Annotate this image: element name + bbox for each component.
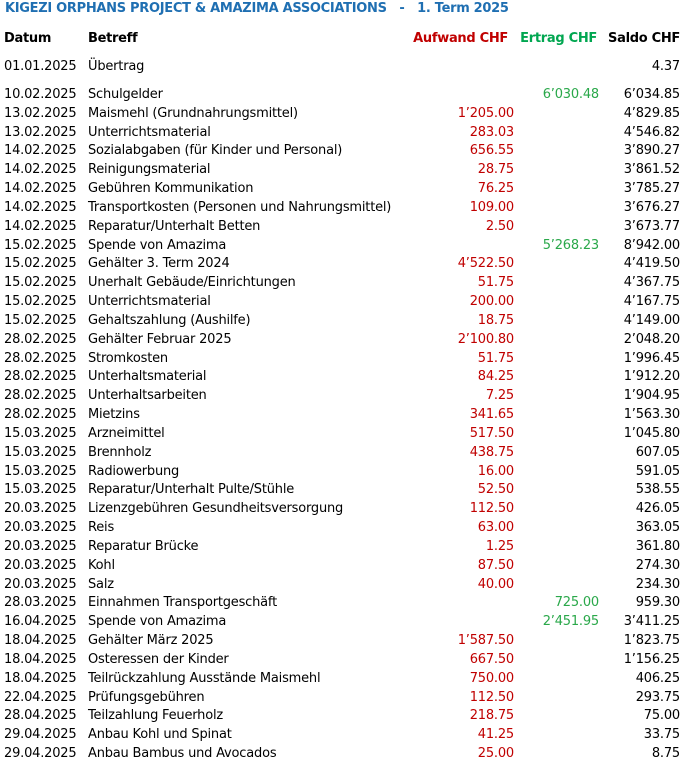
aufwand-cell: 1’205.00 xyxy=(457,105,514,121)
aufwand-cell: 1’587.50 xyxy=(457,633,514,649)
date-cell: 28.02.2025 xyxy=(4,407,77,423)
description-cell: Arzneimittel xyxy=(88,425,165,441)
table-row xyxy=(0,593,685,612)
saldo-cell: 8.75 xyxy=(651,746,680,762)
date-cell: 15.03.2025 xyxy=(4,425,77,441)
date-cell: 28.04.2025 xyxy=(4,708,77,724)
date-cell: 28.02.2025 xyxy=(4,388,77,404)
table-row xyxy=(0,104,685,123)
aufwand-cell: 438.75 xyxy=(469,444,514,460)
date-cell: 14.02.2025 xyxy=(4,162,77,178)
aufwand-cell: 2.50 xyxy=(485,218,514,234)
description-cell: Maismehl (Grundnahrungsmittel) xyxy=(88,105,298,121)
aufwand-cell: 28.75 xyxy=(477,162,514,178)
aufwand-cell: 52.50 xyxy=(477,482,514,498)
table-row xyxy=(0,292,685,311)
description-cell: Gehälter Februar 2025 xyxy=(88,331,232,347)
table-row xyxy=(0,537,685,556)
header-betreff: Betreff xyxy=(88,31,138,46)
table-row xyxy=(0,424,685,443)
table-row xyxy=(0,236,685,255)
date-cell: 14.02.2025 xyxy=(4,143,77,159)
saldo-cell: 75.00 xyxy=(643,708,680,724)
saldo-cell: 607.05 xyxy=(635,444,680,460)
header-saldo: Saldo CHF xyxy=(608,31,680,46)
aufwand-cell: 112.50 xyxy=(469,689,514,705)
saldo-cell: 4’419.50 xyxy=(623,256,680,272)
date-cell: 28.02.2025 xyxy=(4,350,77,366)
aufwand-cell: 41.25 xyxy=(477,727,514,743)
saldo-cell: 426.05 xyxy=(635,501,680,517)
date-cell: 14.02.2025 xyxy=(4,199,77,215)
table-row xyxy=(0,688,685,707)
date-cell: 15.02.2025 xyxy=(4,275,77,291)
date-cell: 14.02.2025 xyxy=(4,218,77,234)
date-cell: 20.03.2025 xyxy=(4,520,77,536)
aufwand-cell: 25.00 xyxy=(477,746,514,762)
saldo-cell: 591.05 xyxy=(635,463,680,479)
description-cell: Reis xyxy=(88,520,115,536)
aufwand-cell: 16.00 xyxy=(477,463,514,479)
table-row xyxy=(0,367,685,386)
saldo-cell: 274.30 xyxy=(635,557,680,573)
date-cell: 28.03.2025 xyxy=(4,595,77,611)
table-row xyxy=(0,480,685,499)
aufwand-cell: 1.25 xyxy=(485,538,514,554)
date-cell: 20.03.2025 xyxy=(4,557,77,573)
table-row xyxy=(0,349,685,368)
description-cell: Spende von Amazima xyxy=(88,614,227,630)
aufwand-cell: 63.00 xyxy=(477,520,514,536)
description-cell: Unterhaltsmaterial xyxy=(88,369,207,385)
date-cell: 15.03.2025 xyxy=(4,482,77,498)
saldo-cell: 4.37 xyxy=(651,59,680,74)
aufwand-cell: 87.50 xyxy=(477,557,514,573)
saldo-cell: 1’823.75 xyxy=(623,633,680,649)
description-cell: Stromkosten xyxy=(88,350,168,366)
table-row xyxy=(0,499,685,518)
table-row xyxy=(0,85,685,104)
table-row xyxy=(0,612,685,631)
header-datum: Datum xyxy=(4,31,52,46)
description-cell: Reparatur/Unterhalt Pulte/Stühle xyxy=(88,482,295,498)
description-cell: Salz xyxy=(88,576,114,592)
table-row xyxy=(0,631,685,650)
date-cell: 18.04.2025 xyxy=(4,633,77,649)
aufwand-cell: 7.25 xyxy=(485,388,514,404)
table-row xyxy=(0,330,685,349)
table-row xyxy=(0,575,685,594)
aufwand-cell: 200.00 xyxy=(469,294,514,310)
saldo-cell: 4’546.82 xyxy=(623,124,680,140)
saldo-cell: 959.30 xyxy=(635,595,680,611)
description-cell: Gehaltszahlung (Aushilfe) xyxy=(88,312,251,328)
date-cell: 15.02.2025 xyxy=(4,256,77,272)
aufwand-cell: 218.75 xyxy=(469,708,514,724)
date-cell: 18.04.2025 xyxy=(4,651,77,667)
table-row xyxy=(0,386,685,405)
date-cell: 20.03.2025 xyxy=(4,501,77,517)
saldo-cell: 1’156.25 xyxy=(623,651,680,667)
saldo-cell: 1’904.95 xyxy=(623,388,680,404)
table-row xyxy=(0,462,685,481)
description-cell: Gehälter 3. Term 2024 xyxy=(88,256,230,272)
table-row xyxy=(0,669,685,688)
aufwand-cell: 112.50 xyxy=(469,501,514,517)
aufwand-cell: 51.75 xyxy=(477,350,514,366)
date-cell: 29.04.2025 xyxy=(4,727,77,743)
description-cell: Prüfungsgebühren xyxy=(88,689,205,705)
aufwand-cell: 76.25 xyxy=(477,181,514,197)
saldo-cell: 8’942.00 xyxy=(623,237,680,253)
table-row xyxy=(0,518,685,537)
table-row xyxy=(0,160,685,179)
saldo-cell: 4’149.00 xyxy=(623,312,680,328)
saldo-cell: 33.75 xyxy=(643,727,680,743)
date-cell: 15.02.2025 xyxy=(4,294,77,310)
description-cell: Anbau Kohl und Spinat xyxy=(88,727,232,743)
saldo-cell: 3’673.77 xyxy=(623,218,680,234)
aufwand-cell: 517.50 xyxy=(469,425,514,441)
description-cell: Spende von Amazima xyxy=(88,237,227,253)
date-cell: 29.04.2025 xyxy=(4,746,77,762)
description-cell: Einnahmen Transportgeschäft xyxy=(88,595,277,611)
date-cell: 14.02.2025 xyxy=(4,181,77,197)
saldo-cell: 3’411.25 xyxy=(623,614,680,630)
saldo-cell: 406.25 xyxy=(635,670,680,686)
date-cell: 20.03.2025 xyxy=(4,576,77,592)
saldo-cell: 2’048.20 xyxy=(623,331,680,347)
table-row xyxy=(0,556,685,575)
description-cell: Reparatur Brücke xyxy=(88,538,199,554)
header-ertrag: Ertrag CHF xyxy=(520,31,597,46)
table-row xyxy=(0,57,685,76)
table-row xyxy=(0,141,685,160)
aufwand-cell: 51.75 xyxy=(477,275,514,291)
description-cell: Gebühren Kommunikation xyxy=(88,181,254,197)
aufwand-cell: 2’100.80 xyxy=(457,331,514,347)
aufwand-cell: 40.00 xyxy=(477,576,514,592)
description-cell: Radiowerbung xyxy=(88,463,180,479)
header-aufwand: Aufwand CHF xyxy=(413,31,508,46)
saldo-cell: 361.80 xyxy=(635,538,680,554)
table-row xyxy=(0,179,685,198)
table-row xyxy=(0,311,685,330)
table-row xyxy=(0,725,685,744)
aufwand-cell: 84.25 xyxy=(477,369,514,385)
date-cell: 10.02.2025 xyxy=(4,87,77,102)
description-cell: Teilrückzahlung Ausstände Maismehl xyxy=(88,670,321,686)
date-cell: 15.03.2025 xyxy=(4,463,77,479)
description-cell: Kohl xyxy=(88,557,115,573)
date-cell: 13.02.2025 xyxy=(4,124,77,140)
date-cell: 22.04.2025 xyxy=(4,689,77,705)
description-cell: Unerhalt Gebäude/Einrichtungen xyxy=(88,275,296,291)
description-cell: Übertrag xyxy=(88,59,145,74)
description-cell: Gehälter März 2025 xyxy=(88,633,214,649)
saldo-cell: 293.75 xyxy=(635,689,680,705)
aufwand-cell: 109.00 xyxy=(469,199,514,215)
saldo-cell: 3’785.27 xyxy=(623,181,680,197)
aufwand-cell: 4’522.50 xyxy=(457,256,514,272)
aufwand-cell: 750.00 xyxy=(469,670,514,686)
date-cell: 13.02.2025 xyxy=(4,105,77,121)
table-row xyxy=(0,443,685,462)
document-title: KIGEZI ORPHANS PROJECT & AMAZIMA ASSOCIATIONS - 1. Term 2025 xyxy=(5,1,509,16)
aufwand-cell: 283.03 xyxy=(469,124,514,140)
ertrag-cell: 5’268.23 xyxy=(542,237,599,253)
table-row xyxy=(0,744,685,763)
description-cell: Reparatur/Unterhalt Betten xyxy=(88,218,261,234)
date-cell: 18.04.2025 xyxy=(4,670,77,686)
saldo-cell: 4’167.75 xyxy=(623,294,680,310)
aufwand-cell: 656.55 xyxy=(469,143,514,159)
description-cell: Brennholz xyxy=(88,444,152,460)
ertrag-cell: 725.00 xyxy=(554,595,599,611)
description-cell: Reinigungsmaterial xyxy=(88,162,211,178)
description-cell: Transportkosten (Personen und Nahrungsmittel) xyxy=(88,199,392,215)
table-row xyxy=(0,650,685,669)
description-cell: Osteressen der Kinder xyxy=(88,651,229,667)
description-cell: Lizenzgebühren Gesundheitsversorgung xyxy=(88,501,344,517)
table-row xyxy=(0,123,685,142)
ertrag-cell: 6’030.48 xyxy=(542,87,599,102)
description-cell: Teilzahlung Feuerholz xyxy=(88,708,224,724)
saldo-cell: 4’829.85 xyxy=(623,105,680,121)
aufwand-cell: 18.75 xyxy=(477,312,514,328)
saldo-cell: 234.30 xyxy=(635,576,680,592)
date-cell: 28.02.2025 xyxy=(4,331,77,347)
date-cell: 15.02.2025 xyxy=(4,237,77,253)
description-cell: Mietzins xyxy=(88,407,140,423)
saldo-cell: 3’861.52 xyxy=(623,162,680,178)
table-row xyxy=(0,706,685,725)
saldo-cell: 6’034.85 xyxy=(623,87,680,102)
description-cell: Sozialabgaben (für Kinder und Personal) xyxy=(88,143,343,159)
table-row xyxy=(0,273,685,292)
table-row xyxy=(0,198,685,217)
saldo-cell: 1’045.80 xyxy=(623,425,680,441)
date-cell: 16.04.2025 xyxy=(4,614,77,630)
table-row xyxy=(0,217,685,236)
saldo-cell: 3’890.27 xyxy=(623,143,680,159)
description-cell: Anbau Bambus und Avocados xyxy=(88,746,277,762)
table-row xyxy=(0,405,685,424)
saldo-cell: 538.55 xyxy=(635,482,680,498)
date-cell: 28.02.2025 xyxy=(4,369,77,385)
saldo-cell: 1’563.30 xyxy=(623,407,680,423)
aufwand-cell: 341.65 xyxy=(469,407,514,423)
date-cell: 01.01.2025 xyxy=(4,59,77,74)
saldo-cell: 3’676.27 xyxy=(623,199,680,215)
saldo-cell: 4’367.75 xyxy=(623,275,680,291)
description-cell: Unterrichtsmaterial xyxy=(88,294,211,310)
description-cell: Unterhaltsarbeiten xyxy=(88,388,207,404)
date-cell: 15.02.2025 xyxy=(4,312,77,328)
table-row xyxy=(0,254,685,273)
saldo-cell: 363.05 xyxy=(635,520,680,536)
saldo-cell: 1’996.45 xyxy=(623,350,680,366)
saldo-cell: 1’912.20 xyxy=(623,369,680,385)
description-cell: Unterrichtsmaterial xyxy=(88,124,211,140)
date-cell: 20.03.2025 xyxy=(4,538,77,554)
description-cell: Schulgelder xyxy=(88,87,163,102)
date-cell: 15.03.2025 xyxy=(4,444,77,460)
aufwand-cell: 667.50 xyxy=(469,651,514,667)
ertrag-cell: 2’451.95 xyxy=(542,614,599,630)
